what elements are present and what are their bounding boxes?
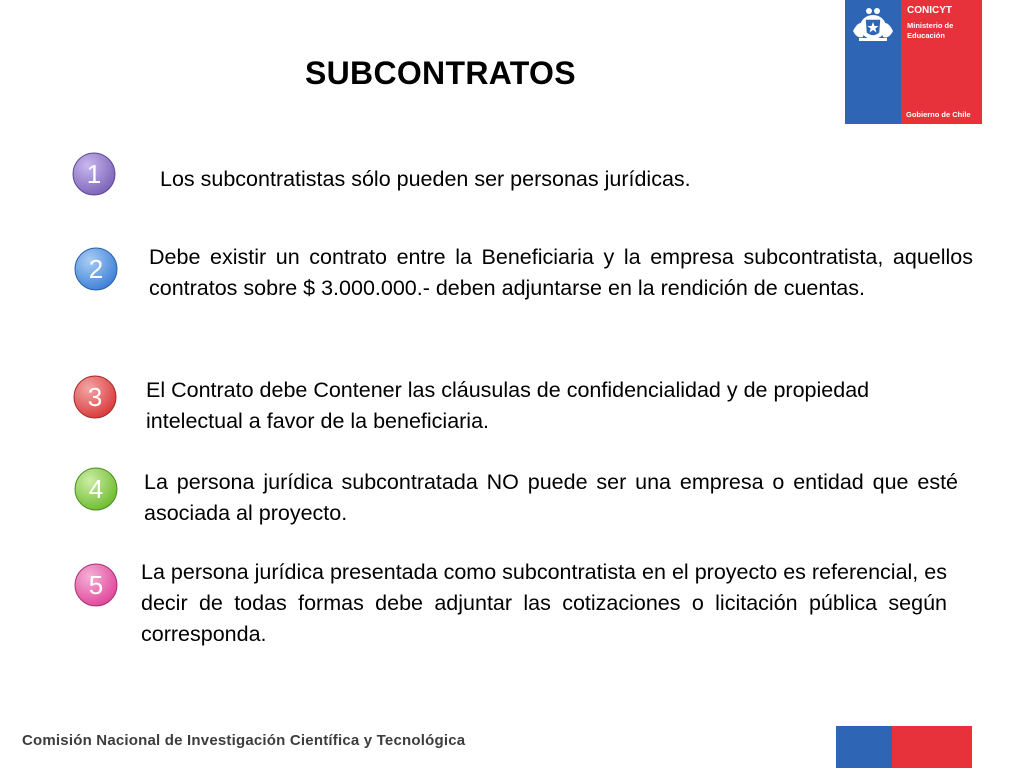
item-5-text: La persona jurídica presentada como subcontratista en el proyecto es referencial, es decir de todas formas debe adjuntar las cotizaciones o licitación pública según corresponda. bbox=[141, 560, 947, 646]
item-1-text: Los subcontratistas sólo pueden ser personas jurídicas. bbox=[160, 167, 691, 191]
footer-flag bbox=[836, 726, 972, 768]
conicyt-logo bbox=[845, 0, 982, 124]
number-badge-1 bbox=[71, 151, 117, 197]
item-3-text: El Contrato debe Contener las cláusulas de confidencialidad y de propiedad intelectual a favor de la beneficiaria. bbox=[146, 378, 870, 433]
number-badge-2-label: 2 bbox=[88, 254, 104, 284]
number-badge-5-label: 5 bbox=[88, 570, 104, 600]
number-badge-3-label: 3 bbox=[87, 382, 103, 412]
page-title: SUBCONTRATOS bbox=[305, 55, 576, 91]
chile-coat-of-arms-icon bbox=[851, 5, 895, 43]
footer-org-name: Comisión Nacional de Investigación Científica y Tecnológica bbox=[22, 732, 466, 749]
footer-flag-blue bbox=[836, 726, 892, 768]
number-badge-4 bbox=[73, 466, 119, 512]
number-badge-2 bbox=[73, 246, 119, 292]
number-badge-3 bbox=[72, 374, 118, 420]
logo-org-name: CONICYT bbox=[907, 5, 952, 16]
number-badge-5 bbox=[73, 562, 119, 608]
logo-ministry: Ministerio de Educación bbox=[907, 21, 954, 40]
footer-flag-red bbox=[892, 726, 972, 768]
logo-red-panel bbox=[901, 0, 982, 124]
number-badge-4-label: 4 bbox=[88, 474, 104, 504]
logo-government: Gobierno de Chile bbox=[906, 110, 971, 119]
logo-blue-panel bbox=[845, 0, 901, 124]
number-badge-1-label: 1 bbox=[86, 159, 102, 189]
item-4-text: La persona jurídica subcontratada NO puede ser una empresa o entidad que esté asociada al proyecto. bbox=[144, 470, 958, 525]
item-2-text: Debe existir un contrato entre la Beneficiaria y la empresa subcontratista, aquellos contratos sobre $ 3.000.000.- deben adjuntarse en la rendición de cuentas. bbox=[149, 245, 973, 300]
